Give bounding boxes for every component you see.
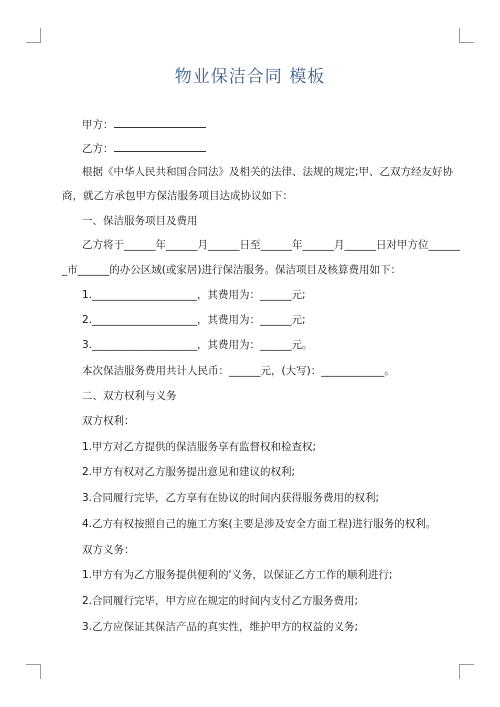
- section-heading-2: 二、双方权利与义务: [82, 390, 177, 402]
- party-b-field: [82, 140, 442, 156]
- page-corner-mark-top-right: [459, 28, 474, 43]
- obligation-item-3: 3.乙方应保证其保洁产品的真实性，维护甲方的权益的义务;: [82, 621, 359, 633]
- fee-item-3: 3.____________________，其费用为：______元。: [82, 339, 313, 351]
- party-a-label: 甲方：: [82, 119, 114, 131]
- page-corner-mark-top-left: [26, 28, 41, 43]
- page-corner-mark-bottom-right: [459, 664, 474, 679]
- party-b-blank[interactable]: [114, 140, 206, 152]
- rights-heading: 双方权利：: [82, 415, 135, 427]
- service-period-line-1: 乙方将于______年______月______日至______年______月______日对甲方位______: [82, 239, 460, 251]
- party-b-label: 乙方：: [82, 143, 114, 155]
- right-item-4: 4.乙方有权按照自己的施工方案(主要是涉及安全方面工程)进行服务的权利。: [82, 518, 437, 530]
- right-item-2: 2.甲方有权对乙方服务提出意见和建议的权利;: [82, 466, 296, 478]
- party-a-blank[interactable]: [114, 116, 206, 128]
- page-corner-mark-bottom-left: [26, 664, 41, 679]
- obligations-heading: 双方义务：: [82, 544, 135, 556]
- fee-item-1: 1.____________________，其费用为：______元;: [82, 289, 306, 301]
- service-period-line-2: _市______的办公区域(或家居)进行保洁服务。保洁项目及核算费用如下：: [62, 264, 401, 276]
- section-heading-1: 一、保洁服务项目及费用: [82, 215, 198, 227]
- obligation-item-1: 1.甲方有为乙方服务提供便利的'义务，以保证乙方工作的顺利进行;: [82, 569, 393, 581]
- preamble-line-2: 商，就乙方承包甲方保洁服务项目达成协议如下：: [62, 190, 293, 202]
- fee-total-line: 本次保洁服务费用共计人民币：______元，(大写)：____________。: [82, 365, 395, 377]
- fee-item-2: 2.____________________，其费用为：______元;: [82, 314, 306, 326]
- party-a-field: [82, 116, 442, 132]
- obligation-item-2: 2.合同履行完毕，甲方应在规定的时间内支付乙方服务费用;: [82, 595, 359, 607]
- document-title: 物业保洁合同 模板: [174, 67, 326, 87]
- preamble-line-1: 根据《中华人民共和国合同法》及相关的法律、法规的规定;甲、乙双方经友好协: [82, 166, 454, 178]
- right-item-1: 1.甲方对乙方提供的保洁服务享有监督权和检查权;: [82, 441, 317, 453]
- right-item-3: 3.合同履行完毕，乙方享有在协议的时间内获得服务费用的权利;: [82, 492, 380, 504]
